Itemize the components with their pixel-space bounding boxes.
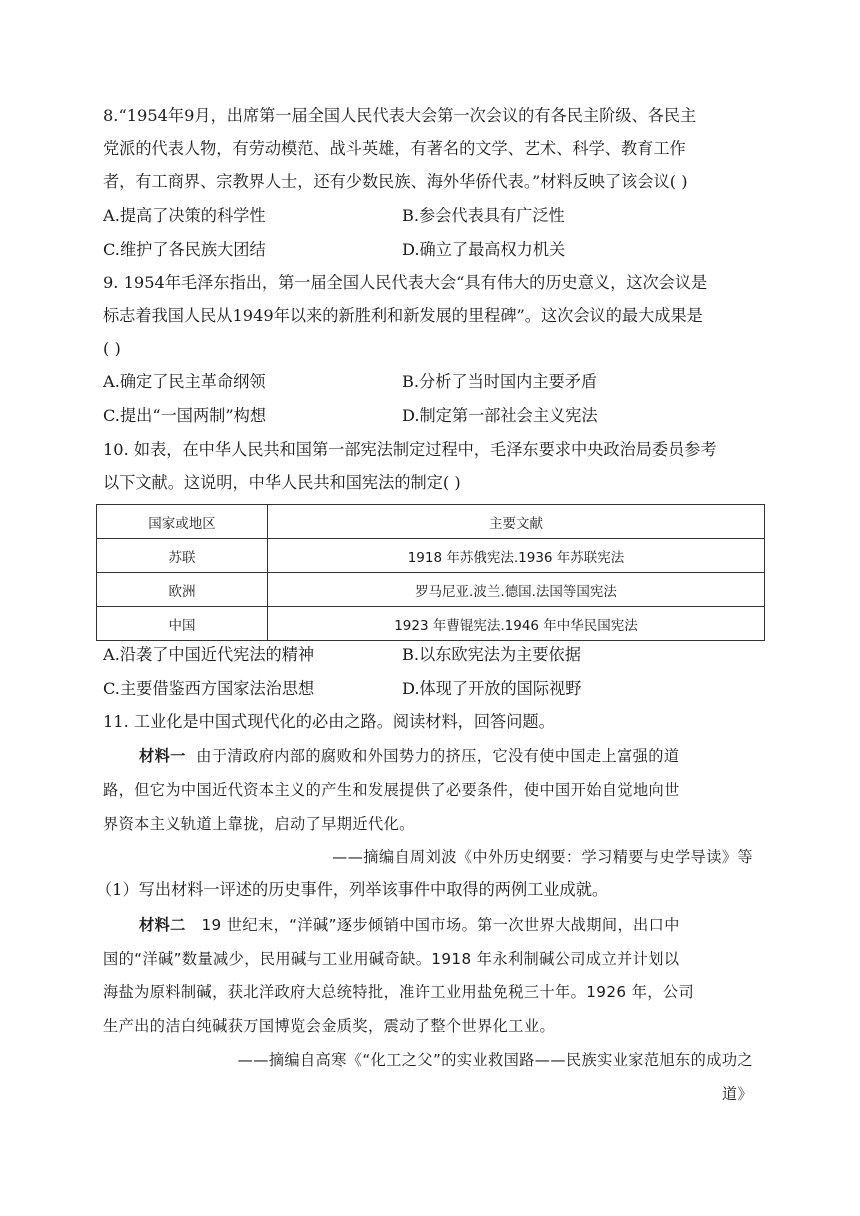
material-2-line-2: 国的“洋碱”数量减少，民用碱与工业用碱奇缺。1918 年永利制碱公司成立并计划以 [103, 950, 680, 968]
material-2-source-cont: 道》 [721, 1085, 753, 1103]
q10-option-d[interactable]: D.体现了开放的国际视野 [402, 679, 582, 698]
material-1-line-2: 路，但它为中国近代资本主义的产生和发展提供了必要条件，使中国开始自觉地向世 [103, 781, 680, 799]
q9-option-a[interactable]: A.确定了民主革命纲领 [103, 372, 266, 391]
table-header-documents: 主要文献 [268, 505, 765, 539]
q9-stem-line-3: ( ) [103, 339, 121, 358]
q10-option-b[interactable]: B.以东欧宪法为主要依据 [402, 645, 581, 664]
table-header-row [97, 505, 765, 539]
table-cell-region: 欧洲 [97, 573, 268, 607]
table-cell-documents: 1918 年苏俄宪法.1936 年苏联宪法 [268, 539, 765, 573]
material-1-line-1 [139, 746, 753, 766]
q8-option-b[interactable]: B.参会代表具有广泛性 [402, 206, 565, 225]
material-2-source: ——摘编自高寒《“化工之父”的实业救国路——民族实业家范旭东的成功之 [237, 1051, 753, 1069]
table-header-region: 国家或地区 [97, 505, 268, 539]
q9-stem-line-2: 标志着我国人民从1949年以来的新胜利和新发展的里程碑”。这次会议的最大成果是 [103, 306, 703, 325]
q11-intro: 11. 工业化是中国式现代化的必由之路。阅读材料，回答问题。 [103, 712, 555, 731]
table-cell-documents: 罗马尼亚.波兰.德国.法国等国宪法 [268, 573, 765, 607]
material-2-text-1: 19 世纪末，“洋碱”逐步倾销中国市场。第一次世界大战期间，出口中 [201, 916, 680, 934]
material-2-label: 材料二 [139, 916, 186, 934]
material-2-line-3: 海盐为原料制碱，获北洋政府大总统特批，准许工业用盐免税三十年。1926 年，公司 [103, 983, 695, 1001]
table-cell-region: 中国 [97, 607, 268, 641]
material-2-line-4: 生产出的洁白纯碱获万国博览会金质奖，震动了整个世界化工业。 [103, 1017, 556, 1035]
material-2-line-1 [139, 915, 753, 935]
material-1-source: ——摘编自周刘波《中外历史纲要：学习精要与史学导读》等 [332, 848, 753, 866]
q9-option-b[interactable]: B.分析了当时国内主要矛盾 [402, 372, 598, 391]
q9-stem-line-1: 9. 1954年毛泽东指出，第一届全国人民代表大会“具有伟大的历史意义，这次会议是 [103, 273, 708, 292]
q11-subquestion-1: （1）写出材料一评述的历史事件，列举该事件中取得的两例工业成就。 [96, 880, 609, 899]
table-row [97, 573, 765, 607]
q10-stem-line-1: 10. 如表，在中华人民共和国第一部宪法制定过程中，毛泽东要求中央政治局委员参考 [103, 440, 717, 459]
q8-stem-line-2: 党派的代表人物，有劳动模范、战斗英雄，有著名的文学、艺术、科学、教育工作 [103, 139, 686, 158]
constitution-references-table [96, 504, 765, 641]
table-row [97, 607, 765, 641]
table-row [97, 539, 765, 573]
q8-stem-line-1: 8.“1954年9月，出席第一届全国人民代表大会第一次会议的有各民主阶级、各民主 [103, 106, 697, 125]
q9-option-c[interactable]: C.提出“一国两制”构想 [103, 406, 267, 425]
table-cell-documents: 1923 年曹锟宪法.1946 年中华民国宪法 [268, 607, 765, 641]
material-1-line-3: 界资本主义轨道上靠拢，启动了早期近代化。 [103, 815, 415, 833]
q8-option-c[interactable]: C.维护了各民族大团结 [103, 240, 266, 259]
q8-stem-line-3: 者，有工商界、宗教界人士，还有少数民族、海外华侨代表。”材料反映了该会议( ) [103, 172, 688, 191]
q10-option-c[interactable]: C.主要借鉴西方国家法治思想 [103, 679, 315, 698]
material-1-text-1: 由于清政府内部的腐败和外国势力的挤压，它没有使中国走上富强的道 [196, 747, 680, 765]
q8-option-a[interactable]: A.提高了决策的科学性 [103, 206, 266, 225]
q9-option-d[interactable]: D.制定第一部社会主义宪法 [402, 406, 598, 425]
q8-option-d[interactable]: D.确立了最高权力机关 [402, 240, 566, 259]
q10-stem-line-2: 以下文献。这说明，中华人民共和国宪法的制定( ) [103, 473, 461, 492]
table-cell-region: 苏联 [97, 539, 268, 573]
q10-option-a[interactable]: A.沿袭了中国近代宪法的精神 [103, 645, 315, 664]
material-1-label: 材料一 [139, 747, 186, 765]
